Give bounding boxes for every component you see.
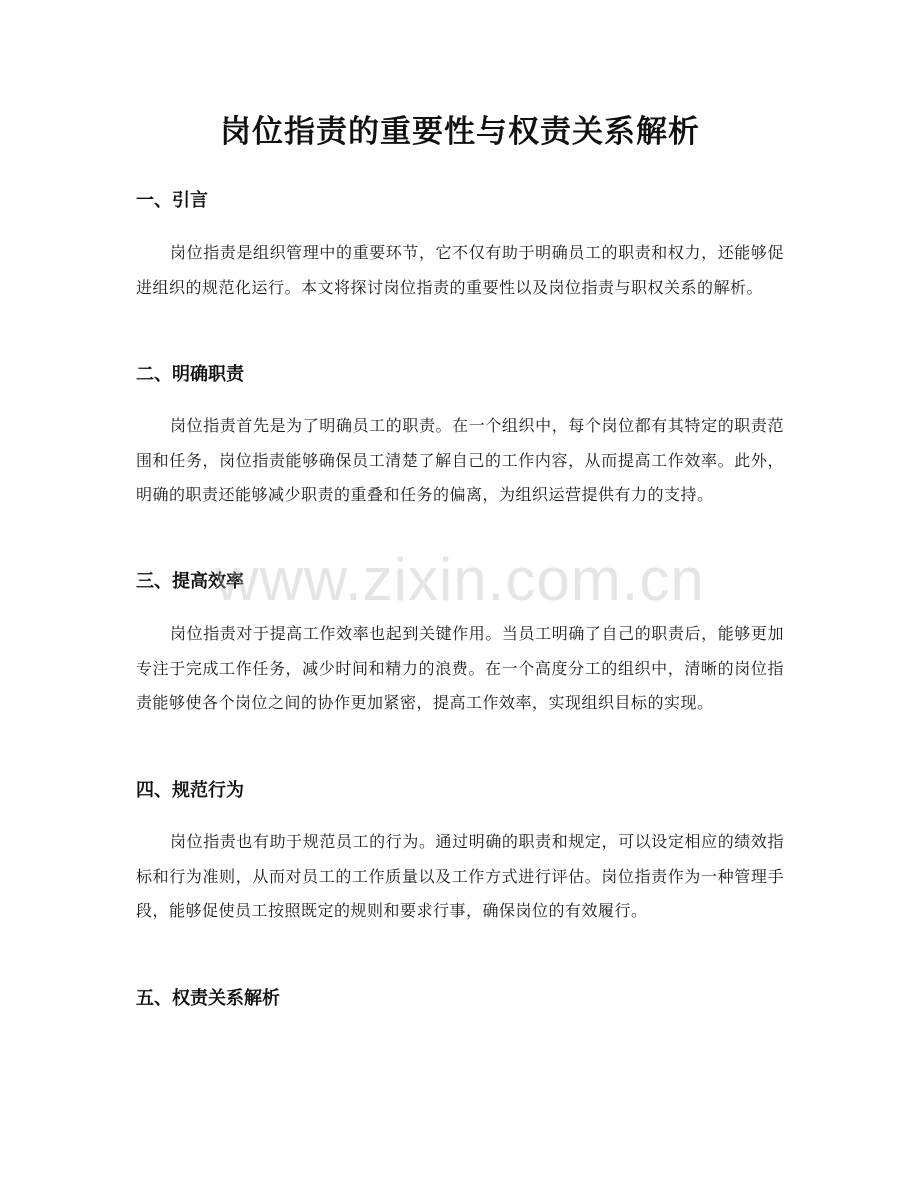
section-heading-clarify-duties: 二、明确职责 [136, 364, 244, 385]
section-paragraph-improve-efficiency: 岗位指责对于提高工作效率也起到关键作用。当员工明确了自己的职责后，能够更加专注于完成工作任务，减少时间和精力的浪费。在一个高度分工的组织中，清晰的岗位指责能够使各个岗位之间的协作更加紧密，提高工作效率，实现组织目标的实现。 [136, 624, 784, 712]
watermark: www.zixin.com.cn [215, 546, 705, 613]
section-heading-authority-responsibility: 五、权责关系解析 [136, 988, 280, 1009]
section-paragraph-clarify-duties: 岗位指责首先是为了明确员工的职责。在一个组织中，每个岗位都有其特定的职责范围和任务，岗位指责能够确保员工清楚了解自己的工作内容，从而提高工作效率。此外，明确的职责还能够减少职责的重叠和任务的偏离，为组织运营提供有力的支持。 [136, 416, 784, 504]
page-title: 岗位指责的重要性与权责关系解析 [220, 114, 700, 150]
section-paragraph-regulate-behavior: 岗位指责也有助于规范员工的行为。通过明确的职责和规定，可以设定相应的绩效指标和行为准则，从而对员工的工作质量以及工作方式进行评估。岗位指责作为一种管理手段，能够促使员工按照既定的规则和要求行事，确保岗位的有效履行。 [136, 832, 784, 920]
section-heading-improve-efficiency: 三、提高效率 [136, 571, 244, 592]
section-heading-regulate-behavior: 四、规范行为 [136, 780, 244, 801]
section-paragraph-introduction: 岗位指责是组织管理中的重要环节，它不仅有助于明确员工的职责和权力，还能够促进组织的规范化运行。本文将探讨岗位指责的重要性以及岗位指责与职权关系的解析。 [136, 243, 784, 297]
section-heading-introduction: 一、引言 [136, 190, 208, 211]
